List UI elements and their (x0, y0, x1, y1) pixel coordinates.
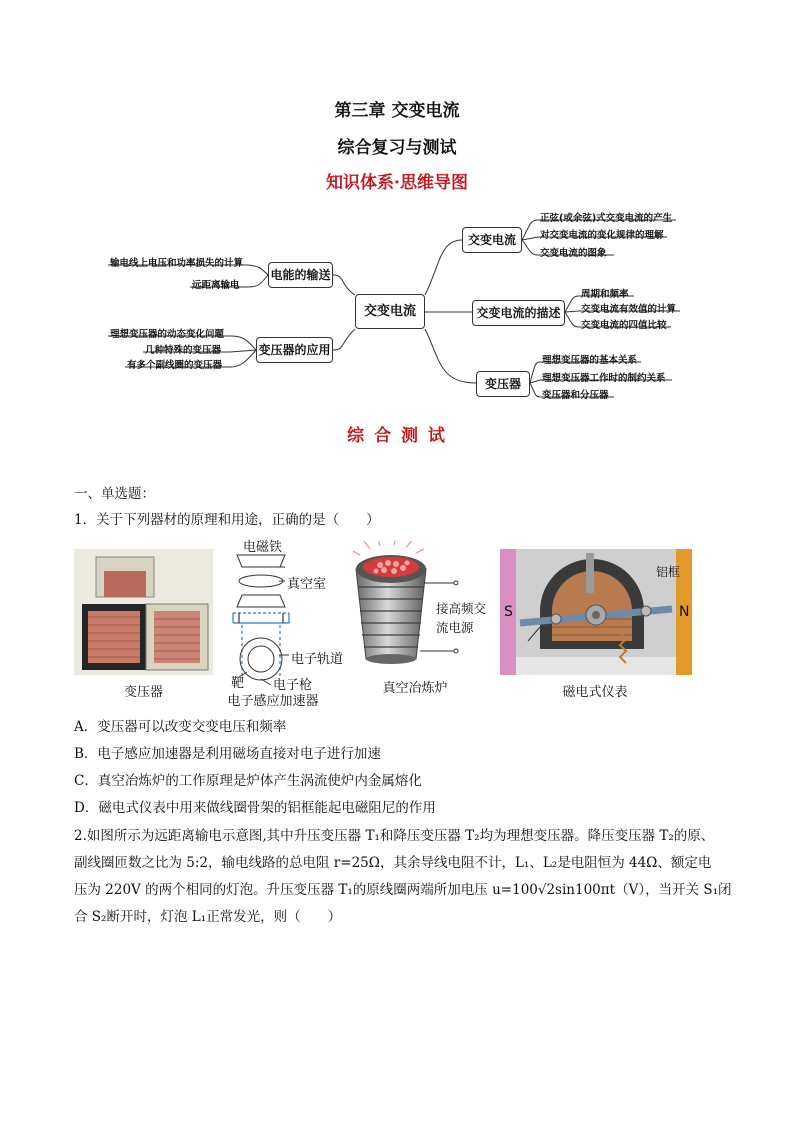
mindmap-leaf: 理想变压器的动态变化问题 (110, 329, 225, 340)
option-c: C．真空冶炼炉的工作原理是炉体产生涡流使炉内金属熔化 (74, 773, 422, 789)
mindmap-leaf: 几种特殊的变压器 (145, 345, 222, 356)
label-target: 靶 (231, 676, 245, 691)
chapter-title: 第三章 交变电流 (334, 101, 460, 121)
mindmap-center: 交变电流 (355, 294, 425, 329)
mindmap-leaf: 交变电流的图象 (540, 248, 607, 259)
furnace-diagram (350, 541, 495, 681)
meter-photo (500, 549, 692, 675)
label-electromagnet: 电磁铁 (243, 540, 283, 555)
mind-map (0, 195, 794, 410)
meter-caption: 磁电式仪表 (562, 685, 628, 700)
label-aluminum-frame: 铝框 (656, 565, 681, 579)
mindmap-branch-transformer: 变压器 (476, 371, 530, 397)
mindmap-leaf: 正弦(或余弦)式交变电流的产生 (540, 213, 673, 224)
pole-n-label: N (679, 604, 690, 620)
option-a: A．变压器可以改变交变电压和频率 (74, 719, 287, 735)
mindmap-leaf: 交变电流有效值的计算 (581, 304, 677, 315)
page-subtitle: 综合复习与测试 (337, 138, 457, 158)
mindmap-leaf: 远距离输电 (192, 280, 240, 291)
question-2-line-4: 合 S₂断开时，灯泡 L₁正常发光，则（ ） (74, 909, 342, 925)
single-choice-heading: 一、单选题： (74, 486, 155, 502)
label-electron-gun: 电子枪 (273, 678, 313, 693)
label-hf-source-1: 接高频交 (436, 601, 487, 616)
mindmap-section-title: 知识体系·思维导图 (326, 173, 468, 193)
mindmap-branch-application: 变压器的应用 (256, 337, 333, 363)
mindmap-leaf: 输电线上电压和功率损失的计算 (110, 258, 244, 269)
betatron-diagram (225, 537, 355, 707)
question-2-line-2: 副线圈匝数之比为 5:2，输电线路的总电阻 r=25Ω，其余导线电阻不计，L₁、L₂是电阻恒为 44Ω、额定电 (74, 855, 712, 871)
mindmap-branch-transmission: 电能的输送 (268, 262, 333, 288)
question-1-stem: 1．关于下列器材的原理和用途，正确的是（ ） (74, 512, 380, 528)
label-electron-orbit: 电子轨道 (291, 652, 344, 667)
question-2-line-1: 2.如图所示为远距离输电示意图,其中升压变压器 T₁和降压变压器 T₂均为理想变压器。降压变压器 T₂的原、 (74, 828, 715, 844)
transformer-photo (74, 549, 213, 675)
mindmap-branch-description: 交变电流的描述 (472, 300, 565, 326)
mindmap-leaf: 理想变压器工作时的制约关系 (542, 373, 666, 384)
pole-s-label: S (504, 604, 513, 620)
label-hf-source-2: 流电源 (436, 620, 474, 635)
question-2-line-3: 压为 220V 的两个相同的灯泡。升压变压器 T₁的原线圈两端所加电压 u=100√2sin100πt（V），当开关 S₁闭 (74, 882, 732, 898)
mindmap-branch-ac: 交变电流 (462, 227, 522, 253)
mindmap-leaf: 周期和频率 (581, 289, 629, 300)
furnace-caption: 真空冶炼炉 (382, 681, 448, 696)
mindmap-leaf: 理想变压器的基本关系 (542, 355, 638, 366)
mindmap-leaf: 有多个副线圈的变压器 (127, 360, 223, 371)
option-d: D．磁电式仪表中用来做线圈骨架的铝框能起电磁阻尼的作用 (74, 800, 436, 816)
mindmap-leaf: 对交变电流的变化规律的理解 (540, 230, 664, 241)
label-vacuum-chamber: 真空室 (287, 577, 327, 592)
mindmap-leaf: 交变电流的四值比较 (581, 320, 667, 331)
test-section-title: 综 合 测 试 (347, 426, 447, 446)
transformer-caption: 变压器 (123, 685, 163, 700)
mindmap-leaf: 变压器和分压器 (542, 390, 609, 401)
option-b: B．电子感应加速器是利用磁场直接对电子进行加速 (74, 746, 381, 762)
betatron-caption: 电子感应加速器 (227, 694, 319, 709)
